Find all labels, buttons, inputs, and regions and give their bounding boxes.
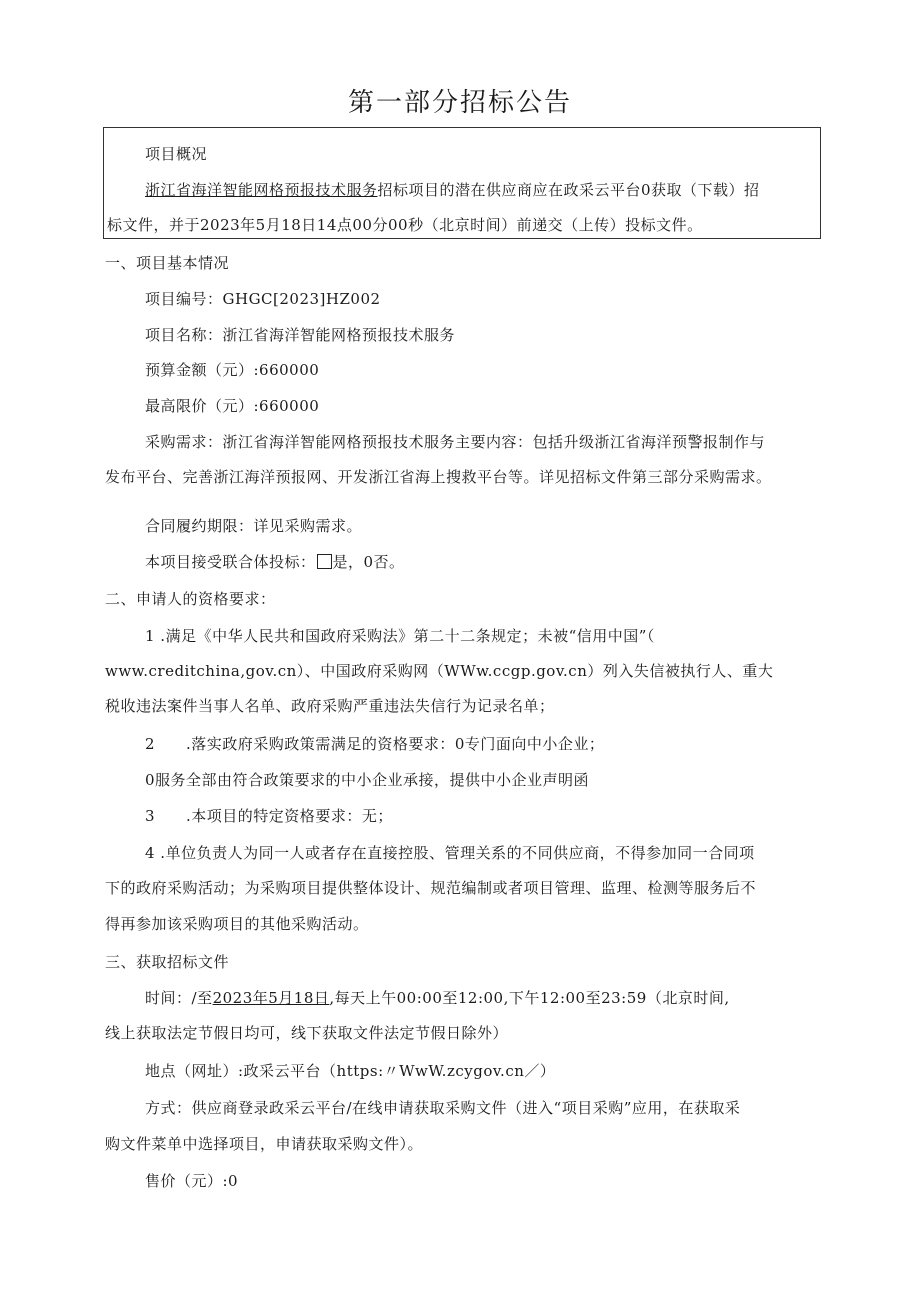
max-price: 最高限价（元）:660000 xyxy=(145,397,320,415)
price-line: 售价（元）:0 xyxy=(145,1172,239,1190)
deadline-date: 2023年5月18日 xyxy=(212,989,330,1007)
page-title: 第一部分招标公告 xyxy=(347,88,572,118)
budget-amount: 预算金额（元）:660000 xyxy=(145,361,320,379)
qualification-4-line-2: 下的政府采购活动；为采购项目提供整体设计、规范编制或者项目管理、监理、检测等服务后不 xyxy=(105,879,757,897)
method-line-2: 购文件菜单中选择项目，申请获取采购文件）。 xyxy=(105,1135,424,1153)
time-rest: ,每天上午00:00至12:00,下午12:00至23:59（北京时间, xyxy=(329,989,730,1007)
method-line-1: 方式：供应商登录政采云平台/在线申请获取采购文件（进入“项目采购”应用，在获取采 xyxy=(145,1099,741,1117)
time-line-2: 线上获取法定节假日均可，线下获取文件法定节假日除外） xyxy=(105,1024,509,1042)
project-name: 项目名称：浙江省海洋智能网格预报技术服务 xyxy=(145,326,456,344)
section2-heading: 二、申请人的资格要求： xyxy=(105,590,276,608)
consortium-line xyxy=(145,551,405,572)
contract-period: 合同履约期限：详见采购需求。 xyxy=(145,517,363,535)
requirement-line-1: 采购需求：浙江省海洋智能网格预报技术服务主要内容：包括升级浙江省海洋预警报制作与 xyxy=(145,433,766,451)
overview-line-1 xyxy=(145,179,760,200)
overview-line-1-rest: 招标项目的潜在供应商应在政采云平台0获取（下载）招 xyxy=(377,181,760,199)
project-number: 项目编号：GHGC[2023]HZ002 xyxy=(145,290,381,308)
section3-heading: 三、获取招标文件 xyxy=(105,953,230,971)
location-line: 地点（网址）:政采云平台（https:〃WwW.zcygov.cn／） xyxy=(145,1062,556,1080)
overview-heading: 项目概况 xyxy=(145,145,208,163)
consortium-label: 本项目接受联合体投标： xyxy=(145,553,316,571)
time-label: 时间：/至 xyxy=(145,989,213,1007)
qualification-3: 3 .本项目的特定资格要求：无； xyxy=(145,807,393,825)
overview-line-2: 标文件，并于2023年5月18日14点00分00秒（北京时间）前递交（上传）投标文件。 xyxy=(107,216,703,234)
qualification-1-line-1: 1 .满足《中华人民共和国政府采购法》第二十二条规定；未被“信用中国”（ xyxy=(145,627,655,645)
qualification-2-line-2: 0服务全部由符合政策要求的中小企业承接，提供中小企业声明函 xyxy=(145,771,590,789)
consortium-yes-checkbox xyxy=(317,554,332,569)
consortium-options: 是，0否。 xyxy=(332,553,405,571)
project-title-link: 浙江省海洋智能网格预报技术服务 xyxy=(145,181,378,199)
qualification-1-line-2: www.creditchina,gov.cn）、中国政府采购网（WWw.ccgp.gov.cn）列入失信被执行人、重大 xyxy=(105,662,774,680)
requirement-line-2: 发布平台、完善浙江海洋预报网、开发浙江省海上搜救平台等。详见招标文件第三部分采购需求。 xyxy=(105,468,772,486)
section1-heading: 一、项目基本情况 xyxy=(105,254,230,272)
time-line-1 xyxy=(145,987,730,1008)
qualification-4-line-1: 4 .单位负责人为同一人或者存在直接控股、管理关系的不同供应商，不得参加同一合同项 xyxy=(145,844,755,862)
qualification-2-line-1: 2 .落实政府采购政策需满足的资格要求：0专门面向中小企业； xyxy=(145,735,605,753)
qualification-4-line-3: 得再参加该采购项目的其他采购活动。 xyxy=(105,915,369,933)
qualification-1-line-3: 税收违法案件当事人名单、政府采购严重违法失信行为记录名单； xyxy=(105,697,555,715)
